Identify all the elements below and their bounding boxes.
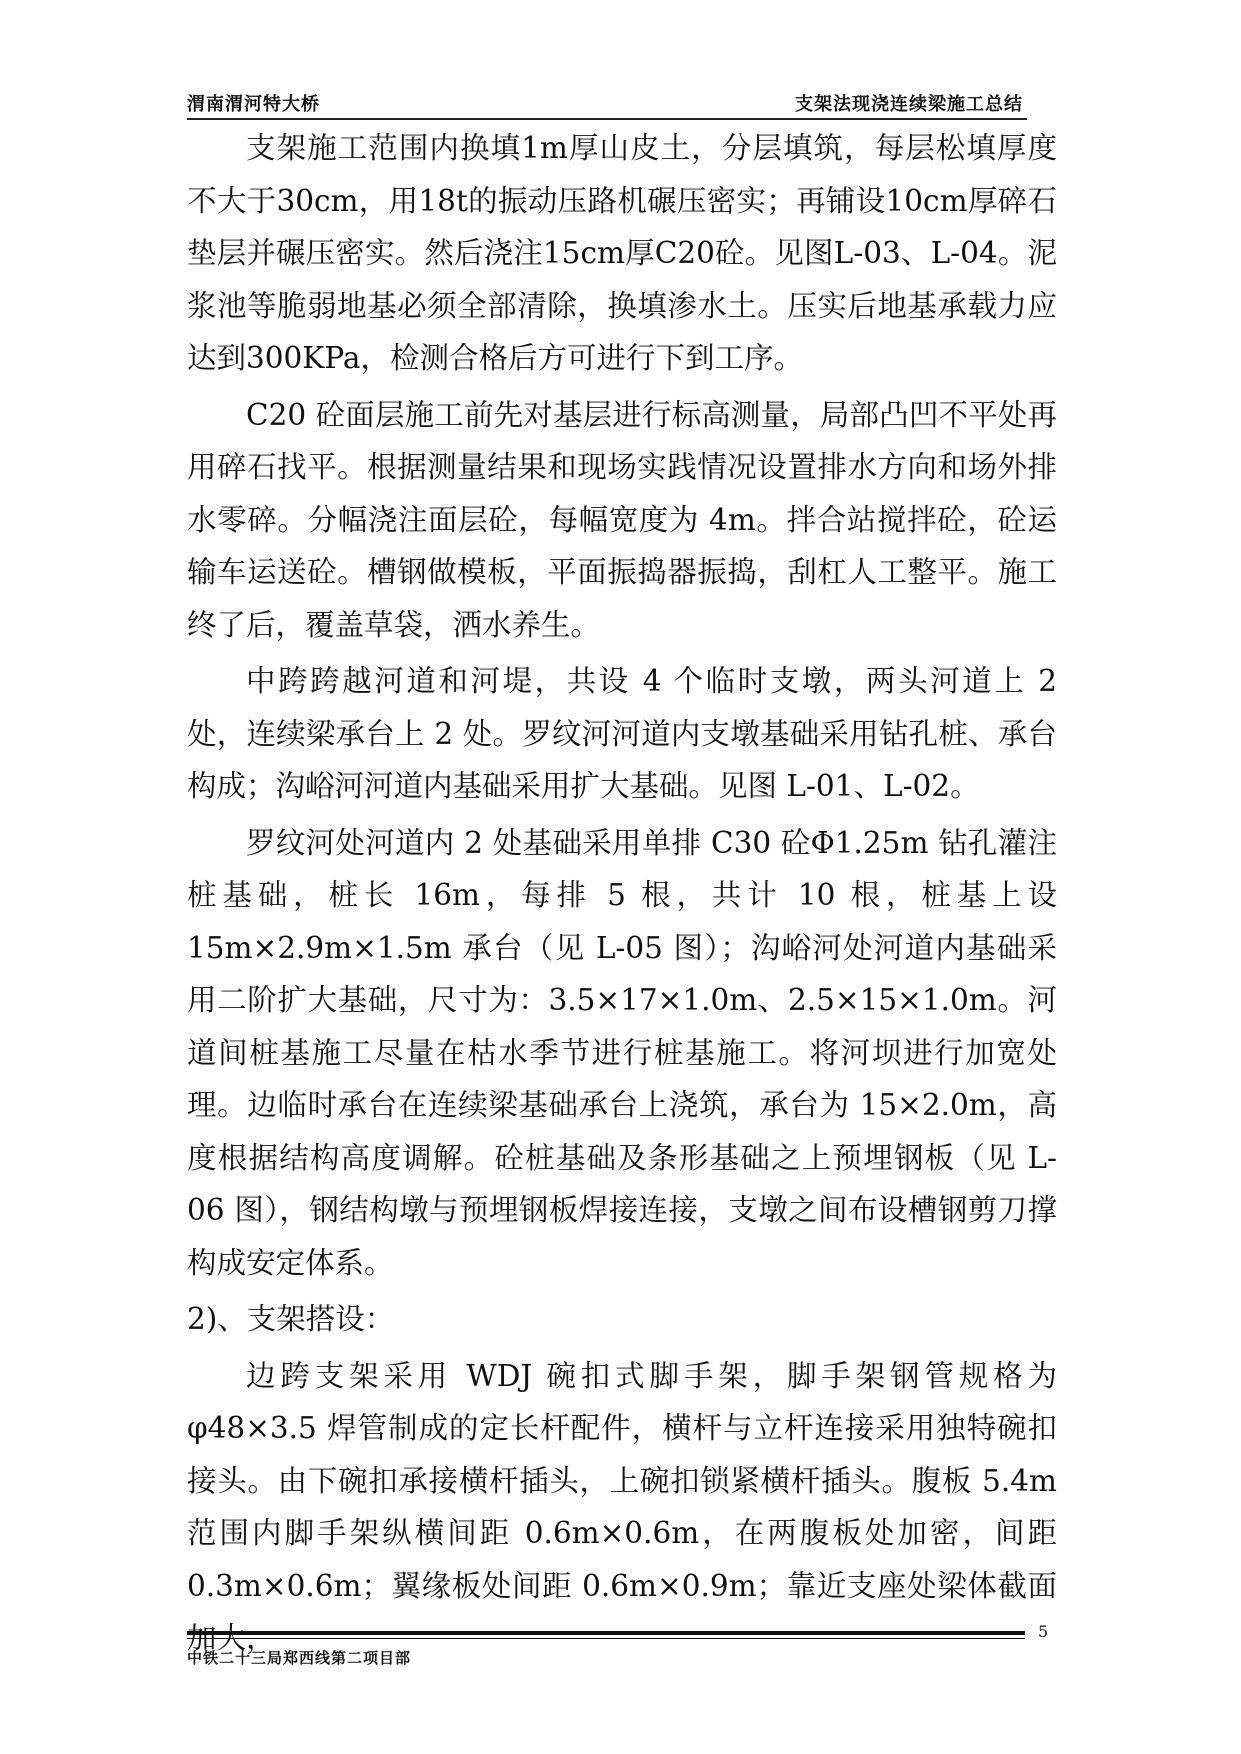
paragraph-c20-surface: C20 砼面层施工前先对基层进行标高测量，局部凸凹不平处再用碎石找平。根据测量结果和现场实践情况设置排水方向和场外排水零碎。分幅浇注面层砼，每幅宽度为 4m。拌合站搅拌砼，砼运输车运送砼。槽钢做模板，平面振捣器振捣，刮杠人工整平。施工终了后，覆盖草袋，洒水养生。 [187, 397, 1057, 642]
footer-organization: 中铁二十三局郑西线第二项目部 [187, 1649, 412, 1667]
body-content [187, 122, 1057, 1669]
paragraph-scaffold-erection: 边跨支架采用 WDJ 碗扣式脚手架，脚手架钢管规格为φ48×3.5 焊管制成的定长杆配件，横杆与立杆连接采用独特碗扣接头。由下碗扣承接横杆插头，上碗扣锁紧横杆插头。腹板 5.4m 范围内脚手架纵横间距 0.6m×0.6m，在两腹板处加密，间距 0.3m×0.6m；翼缘板处间距 0.6m×0.9m；靠近支座处梁体截面 [187, 1358, 1057, 1603]
paragraph-temporary-piers: 中跨跨越河道和河堤，共设 4 个临时支墩，两头河道上 2 处，连续梁承台上 2 处。罗纹河河道内支墩基础采用钻孔桩、承台构成；沟峪河河道内基础采用扩大基础。见图 L-01、L-02。 [187, 664, 1057, 803]
paragraph-foundation-fill: 支架施工范围内换填1m厚山皮土，分层填筑，每层松填厚度不大于30cm，用18t的振动压路机碾压密实；再铺设10cm厚碎石垫层并碾压密实。然后浇注15cm厚C20砼。见图L-03、L-04。泥浆池等脆弱地基必须全部清除，换填渗水土。压实后地基承载力应达到300KPa，检测合格后方可进行下到工序。 [187, 131, 1057, 375]
section-subheading: 2)、支架搭设： [187, 1302, 395, 1336]
header-document-title: 支架法现浇连续梁施工总结 [795, 94, 1023, 115]
header-project-name: 渭南渭河特大桥 [187, 94, 320, 115]
page-header [187, 88, 1027, 120]
page-number: 5 [1038, 1622, 1049, 1641]
footer-rule-thick [187, 1631, 1025, 1635]
footer-rule-thin [187, 1638, 1025, 1639]
paragraph-pile-foundation: 罗纹河处河道内 2 处基础采用单排 C30 砼Φ1.25m 钻孔灌注桩基础，桩长 16m，每排 5 根，共计 10 根，桩基上设 15m×2.9m×1.5m 承台（见 L-05 图）；沟峪河处河道内基础采用二阶扩大基础，尺寸为：3.5×17×1.0m、2.5×15×1.0m。河道间桩基施工尽量在枯水季节进行桩基施工。将河坝进行加宽处理。边临时承台在连续梁基础承台上浇筑，承台为 15×2.0m，高度根据结构高度调解。砼桩基础及条形基础之上预埋钢板（见 L-06 图），钢结构墩与预埋钢板焊接连接，支墩之间布设槽钢剪刀撑构成安定体系。 [187, 825, 1057, 1280]
